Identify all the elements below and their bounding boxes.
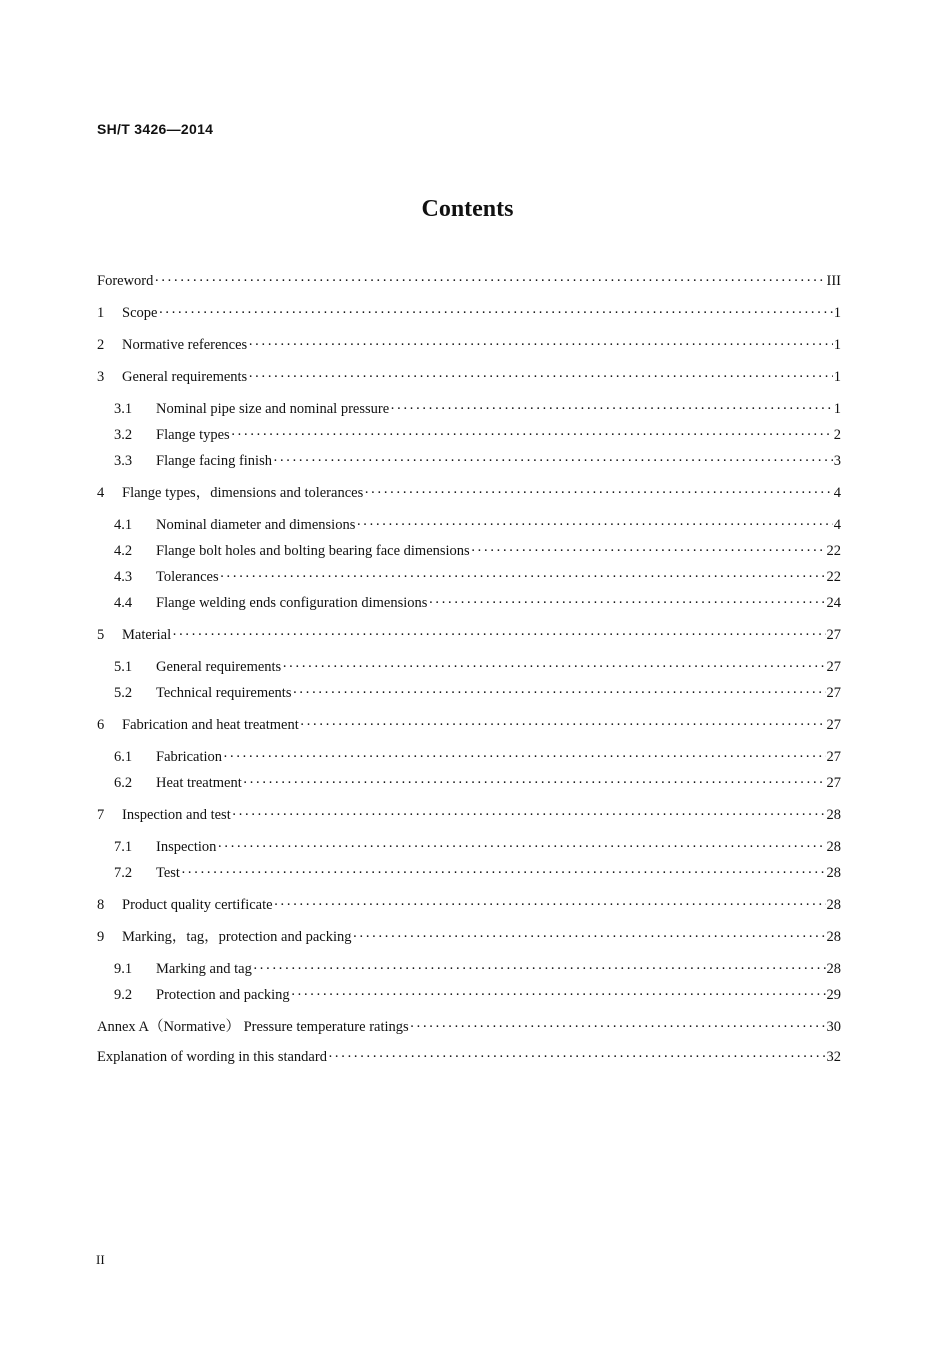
toc-entry-3-1[interactable] <box>114 400 841 418</box>
toc-page: 24 <box>826 595 841 611</box>
toc-number: 5.1 <box>114 659 133 675</box>
dot-leader <box>428 594 825 612</box>
dot-leader <box>410 1018 826 1036</box>
dot-leader <box>253 960 826 978</box>
toc-entry-5[interactable] <box>97 626 841 644</box>
toc-entry-8[interactable] <box>97 896 841 914</box>
toc-label: Foreword <box>97 273 154 289</box>
toc-entry-3-2[interactable] <box>114 426 841 444</box>
toc-page: 28 <box>826 897 841 913</box>
dot-leader <box>328 1048 826 1066</box>
toc-entry-4-4[interactable] <box>114 594 841 612</box>
dot-leader <box>274 896 826 914</box>
toc-number: 3.3 <box>114 453 133 469</box>
toc-number: 4.3 <box>114 569 133 585</box>
toc-page: 22 <box>826 569 841 585</box>
toc-page: 1 <box>833 337 841 353</box>
dot-leader <box>223 748 825 766</box>
toc-number: 2 <box>97 337 105 353</box>
toc-number: 7.2 <box>114 865 133 881</box>
toc-number: 3 <box>97 369 105 385</box>
toc-label: Inspection and test <box>122 807 231 823</box>
page-title: Contents <box>421 196 514 222</box>
dot-leader <box>353 928 826 946</box>
toc-entry-9-2[interactable] <box>114 986 841 1004</box>
toc-page: 27 <box>826 749 841 765</box>
toc-number: 9 <box>97 929 105 945</box>
toc-number: 7.1 <box>114 839 133 855</box>
toc-label: Normative references <box>122 337 248 353</box>
toc-entry-6-1[interactable] <box>114 748 841 766</box>
toc-entry-3[interactable] <box>97 368 841 386</box>
dot-leader <box>231 426 833 444</box>
toc-label: Flange welding ends configuration dimensions <box>156 595 428 611</box>
toc-page: 22 <box>826 543 841 559</box>
toc-page: 4 <box>833 517 841 533</box>
toc-entry-7[interactable] <box>97 806 841 824</box>
toc-label: Nominal pipe size and nominal pressure <box>156 401 390 417</box>
toc-label: Marking and tag <box>156 961 252 977</box>
toc-entry-4-3[interactable] <box>114 568 841 586</box>
toc-page: 27 <box>826 717 841 733</box>
toc-number: 9.2 <box>114 987 133 1003</box>
toc-entry-7-2[interactable] <box>114 864 841 882</box>
toc-number: 4.1 <box>114 517 133 533</box>
toc-page: 27 <box>826 659 841 675</box>
dot-leader <box>282 658 825 676</box>
toc-label: Tolerances <box>156 569 219 585</box>
toc-page: 2 <box>833 427 841 443</box>
dot-leader <box>471 542 826 560</box>
toc-label: Heat treatment <box>156 775 242 791</box>
dot-leader <box>364 484 833 502</box>
toc-label: Flange facing finish <box>156 453 272 469</box>
toc-number: 4.4 <box>114 595 133 611</box>
toc-page: 28 <box>826 929 841 945</box>
toc-entry-7-1[interactable] <box>114 838 841 856</box>
toc-page: 1 <box>833 401 841 417</box>
toc-label: General requirements <box>122 369 248 385</box>
toc-label: Flange types，dimensions and tolerances <box>122 485 364 501</box>
toc-number: 7 <box>97 807 105 823</box>
toc-label: Flange types <box>156 427 230 443</box>
toc-label: Test <box>156 865 180 881</box>
toc-label: Technical requirements <box>156 685 292 701</box>
toc-entry-1[interactable] <box>97 304 841 322</box>
dot-leader <box>158 304 832 322</box>
dot-leader <box>356 516 832 534</box>
toc-page: 32 <box>826 1049 841 1065</box>
toc-entry-6-2[interactable] <box>114 774 841 792</box>
dot-leader <box>300 716 826 734</box>
toc-page: 4 <box>833 485 841 501</box>
toc-number: 9.1 <box>114 961 133 977</box>
dot-leader <box>243 774 826 792</box>
toc-label: Product quality certificate <box>122 897 273 913</box>
toc-entry-4[interactable] <box>97 484 841 502</box>
dot-leader <box>273 452 833 470</box>
toc-number: 5.2 <box>114 685 133 701</box>
toc-number: 1 <box>97 305 105 321</box>
toc-page: 27 <box>826 775 841 791</box>
dot-leader <box>232 806 826 824</box>
dot-leader <box>154 272 825 290</box>
toc-number: 8 <box>97 897 105 913</box>
toc-label: Marking，tag，protection and packing <box>122 929 352 945</box>
toc-entry-6[interactable] <box>97 716 841 734</box>
dot-leader <box>248 368 833 386</box>
toc-entry-9[interactable] <box>97 928 841 946</box>
toc-entry-foreword[interactable] <box>97 272 841 290</box>
toc-number: 6.2 <box>114 775 133 791</box>
toc-page: 30 <box>826 1019 841 1035</box>
toc-label: Fabrication <box>156 749 223 765</box>
toc-page: 3 <box>833 453 841 469</box>
toc-number: 6.1 <box>114 749 133 765</box>
toc-label: Protection and packing <box>156 987 290 1003</box>
toc-entry-3-3[interactable] <box>114 452 841 470</box>
toc-number: 6 <box>97 717 105 733</box>
toc-label: Scope <box>122 305 158 321</box>
toc-entry-4-2[interactable] <box>114 542 841 560</box>
dot-leader <box>220 568 826 586</box>
toc-entry-2[interactable] <box>97 336 841 354</box>
toc-entry-4-1[interactable] <box>114 516 841 534</box>
toc-page: 28 <box>826 961 841 977</box>
toc-label: Fabrication and heat treatment <box>122 717 299 733</box>
toc-number: 3.2 <box>114 427 133 443</box>
dot-leader <box>181 864 826 882</box>
toc-page: 28 <box>826 865 841 881</box>
toc-page: 29 <box>826 987 841 1003</box>
toc-number: 3.1 <box>114 401 133 417</box>
toc-number: 4.2 <box>114 543 133 559</box>
dot-leader <box>248 336 833 354</box>
toc-page: 28 <box>826 807 841 823</box>
dot-leader <box>291 986 826 1004</box>
toc-page: 27 <box>826 685 841 701</box>
dot-leader <box>172 626 825 644</box>
toc-page: 27 <box>826 627 841 643</box>
toc-entry-annex-a[interactable] <box>97 1018 841 1036</box>
toc-label: Inspection <box>156 839 217 855</box>
dot-leader <box>292 684 825 702</box>
toc-page: 1 <box>833 305 841 321</box>
dot-leader <box>217 838 825 856</box>
toc-entry-5-1[interactable] <box>114 658 841 676</box>
toc-page: III <box>826 273 841 289</box>
toc-label: Explanation of wording in this standard <box>97 1049 327 1065</box>
standard-code: SH/T 3426—2014 <box>97 121 214 137</box>
toc-label: General requirements <box>156 659 282 675</box>
toc-label: Material <box>122 627 172 643</box>
toc-page: 28 <box>826 839 841 855</box>
toc-label: Flange bolt holes and bolting bearing face dimensions <box>156 543 470 559</box>
toc-entry-explanation[interactable] <box>97 1048 841 1066</box>
toc-page: 1 <box>833 369 841 385</box>
toc-entry-5-2[interactable] <box>114 684 841 702</box>
toc-entry-9-1[interactable] <box>114 960 841 978</box>
toc-number: 5 <box>97 627 105 643</box>
toc-number: 4 <box>97 485 105 501</box>
toc-label: Nominal diameter and dimensions <box>156 517 356 533</box>
dot-leader <box>390 400 833 418</box>
page-number: II <box>96 1252 105 1267</box>
toc-label: Annex A（Normative） Pressure temperature ratings <box>97 1019 409 1035</box>
